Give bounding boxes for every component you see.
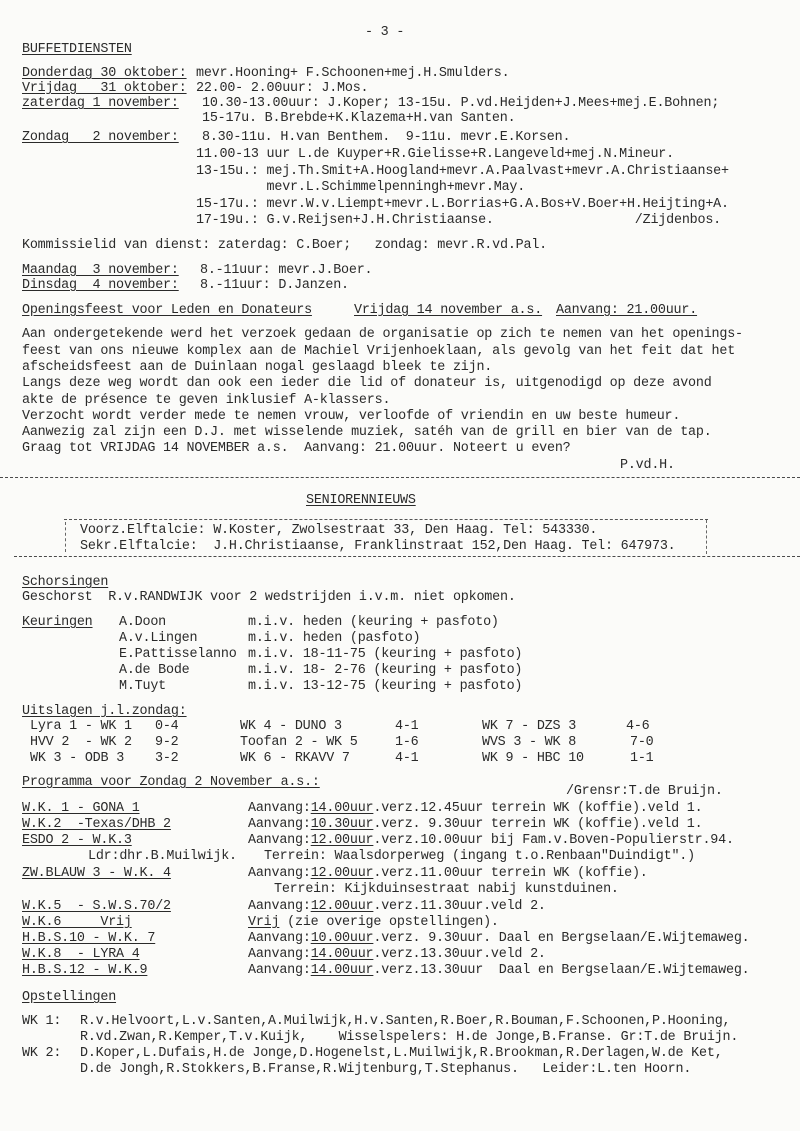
program-match: W.K. 1 - GONA 1 (22, 801, 140, 816)
result-match: WK 6 - RKAVV 7 (240, 751, 350, 766)
buffet-text: 11.00-13 uur L.de Kuyper+R.Gielisse+R.Langeveld+mej.N.Mineur. (196, 147, 674, 162)
buffet-text: 15-17u.: mevr.W.v.Liempt+mevr.L.Borrias+G.A.Bos+V.Boer+H.Heijting+A. (196, 197, 729, 212)
contact-box-top (64, 519, 708, 520)
openingsfeest-start: Aanvang: 21.00uur. (556, 303, 698, 318)
keuring-name: A.de Bode (119, 663, 190, 678)
program-detail (248, 947, 546, 962)
keuring-text: m.i.v. heden (keuring + pasfoto) (248, 615, 499, 630)
contact-box-right (706, 520, 707, 554)
result-score: 3-2 (155, 751, 179, 766)
program-pre: Aanvang: (248, 817, 311, 832)
program-extra: Terrein: Waalsdorperweg (ingang t.o.Renbaan"Duindigt".) (264, 849, 695, 864)
program-detail (248, 833, 734, 848)
section-divider (0, 477, 800, 478)
program-detail (248, 963, 750, 978)
uitslagen-title: Uitslagen j.l.zondag: (22, 704, 187, 719)
keuring-name: A.v.Lingen (119, 631, 198, 646)
keuring-name: M.Tuyt (119, 679, 167, 694)
program-pre: Aanvang: (248, 931, 311, 946)
program-leader: Ldr:dhr.B.Muilwijk. (88, 849, 237, 864)
program-detail (248, 899, 546, 914)
program-pre: Aanvang: (248, 899, 311, 914)
program-pre: Aanvang: (248, 963, 311, 978)
program-match: W.K.5 - S.W.S.70/2 (22, 899, 171, 914)
kommissielid-line: Kommissielid van dienst: zaterdag: C.Boer; zondag: mevr.R.vd.Pal. (22, 238, 547, 253)
buffet-text: mevr.Hooning+ F.Schoonen+mej.H.Smulders. (196, 66, 510, 81)
buffet-text: 15-17u. B.Brebde+K.Klazema+H.van Santen. (202, 111, 516, 126)
program-time: 10.00uur (310, 931, 374, 946)
program-extra: Terrein: Kijkduinsestraat nabij kunstduinen. (274, 882, 619, 897)
result-match: WVS 3 - WK 8 (482, 735, 577, 750)
program-post: .verz. 9.30uur. Daal en Bergselaan/E.Wijtemaweg. (373, 931, 750, 946)
result-match: WK 3 - ODB 3 (30, 751, 125, 766)
program-match: ZW.BLAUW 3 - W.K. 4 (22, 866, 171, 881)
program-time: 14.00uur (310, 801, 374, 816)
lineup-line: R.v.Helvoort,L.v.Santen,A.Muilwijk,H.v.Santen,R.Boer,R.Bouman,F.Schoonen,P.Hooning, (80, 1014, 731, 1029)
senioren-title: SENIORENNIEUWS (306, 493, 416, 508)
program-pre: Aanvang: (248, 866, 311, 881)
program-detail (248, 801, 702, 816)
program-match: H.B.S.10 - W.K. 7 (22, 931, 156, 946)
program-match: W.K.2 -Texas/DHB 2 (22, 817, 171, 832)
keuring-text: m.i.v. heden (pasfoto) (248, 631, 421, 646)
program-detail (248, 866, 648, 881)
contact-line: Voorz.Elftalcie: W.Koster, Zwolsestraat 33, Den Haag. Tel: 543330. (80, 523, 598, 538)
lineup-line: R.vd.Zwan,R.Kemper,T.v.Kuijk, Wisselspelers: H.de Jonge,B.Franse. Gr:T.de Bruijn. (80, 1030, 739, 1045)
contact-line: Sekr.Elftalcie: J.H.Christiaanse, Franklinstraat 152,Den Haag. Tel: 647973. (80, 539, 676, 554)
schorsingen-text: Geschorst R.v.RANDWIJK voor 2 wedstrijden i.v.m. niet opkomen. (22, 590, 516, 605)
keuring-text: m.i.v. 18- 2-76 (keuring + pasfoto) (248, 663, 523, 678)
program-match: ESDO 2 - W.K.3 (22, 833, 132, 848)
buffet-text: 10.30-13.00uur: J.Koper; 13-15u. P.vd.Heijden+J.Mees+mej.E.Bohnen; (202, 96, 720, 111)
buffet-text: 8.-11uur: D.Janzen. (200, 278, 349, 293)
program-pre: Aanvang: (248, 833, 311, 848)
result-score: 7-0 (630, 735, 654, 750)
buffet-day: zaterdag 1 november: (22, 96, 179, 111)
program-post: (zie overige opstellingen). (279, 915, 499, 930)
lineup-team: WK 2: (22, 1046, 62, 1061)
program-time: 12.00uur (310, 866, 374, 881)
programma-title: Programma voor Zondag 2 November a.s.: (22, 775, 320, 790)
buffet-text: mevr.L.Schimmelpenningh+mevr.May. (196, 180, 526, 195)
schorsingen-title: Schorsingen (22, 575, 109, 590)
result-match: HVV 2 - WK 2 (30, 735, 132, 750)
program-time: Vrij (248, 915, 280, 930)
keuring-text: m.i.v. 13-12-75 (keuring + pasfoto) (248, 679, 523, 694)
body-line: akte de présence te geven inklusief A-klassers. (22, 393, 391, 408)
buffet-text: 17-19u.: G.v.Reijsen+J.H.Christiaanse. /Zijdenbos. (196, 213, 721, 228)
keuringen-title: Keuringen (22, 615, 93, 630)
program-post: .verz.13.30uur.veld 2. (373, 947, 546, 962)
program-match: W.K.8 - LYRA 4 (22, 947, 140, 962)
program-time: 14.00uur (310, 963, 374, 978)
opstellingen-title: Opstellingen (22, 990, 117, 1005)
result-match: Toofan 2 - WK 5 (240, 735, 358, 750)
result-match: WK 7 - DZS 3 (482, 719, 577, 734)
program-post: .verz.12.45uur terrein WK (koffie).veld 1. (373, 801, 703, 816)
buffet-text: 13-15u.: mej.Th.Smit+A.Hoogland+mevr.A.Paalvast+mevr.A.Christiaanse+ (196, 164, 729, 179)
buffet-day: Vrijdag 31 oktober: (22, 81, 187, 96)
result-score: 4-1 (395, 751, 419, 766)
page-number: - 3 - (365, 25, 405, 40)
keuring-name: E.Pattisselanno (119, 647, 237, 662)
signature: P.vd.H. (620, 458, 675, 473)
body-line: feest van ons nieuwe komplex aan de Machiel Vrijenhoeklaan, als gevolg van het feit dat het (22, 344, 736, 359)
body-line: Verzocht wordt verder mede te nemen vrouw, verloofde of vriendin en uw beste humeur. (22, 409, 681, 424)
result-score: 1-1 (630, 751, 654, 766)
lineup-line: D.Koper,L.Dufais,H.de Jonge,D.Hogenelst,L.Muilwijk,R.Brookman,R.Derlagen,W.de Ket, (80, 1046, 723, 1061)
program-pre: Aanvang: (248, 801, 311, 816)
program-post: .verz. 9.30uur terrein WK (koffie).veld 1. (373, 817, 703, 832)
body-line: Aanwezig zal zijn een D.J. met wisselende muziek, satéh van de grill en bier van de tap. (22, 425, 712, 440)
program-time: 10.30uur (310, 817, 374, 832)
program-detail (248, 915, 499, 930)
result-score: 9-2 (155, 735, 179, 750)
program-post: .verz.11.30uur.veld 2. (373, 899, 546, 914)
result-score: 1-6 (395, 735, 419, 750)
result-match: Lyra 1 - WK 1 (30, 719, 132, 734)
buffet-day: Dinsdag 4 november: (22, 278, 179, 293)
program-match: W.K.6 Vrij (22, 915, 132, 930)
result-score: 4-6 (626, 719, 650, 734)
buffet-title: BUFFETDIENSTEN (22, 42, 132, 57)
program-detail (248, 817, 702, 832)
buffet-text: 8.-11uur: mevr.J.Boer. (200, 263, 373, 278)
body-line: Langs deze weg wordt dan ook een ieder die lid of donateur is, uitgenodigd op deze avond (22, 376, 712, 391)
result-score: 4-1 (395, 719, 419, 734)
keuring-text: m.i.v. 18-11-75 (keuring + pasfoto) (248, 647, 523, 662)
keuring-name: A.Doon (119, 615, 167, 630)
grensrechter: /Grensr:T.de Bruijn. (566, 784, 723, 799)
contact-box-left (65, 522, 66, 552)
lineup-line: D.de Jongh,R.Stokkers,B.Franse,R.Wijtenburg,T.Stephanus. Leider:L.ten Hoorn. (80, 1062, 692, 1077)
body-line: Aan ondergetekende werd het verzoek gedaan de organisatie op zich te nemen van het openings- (22, 327, 743, 342)
openingsfeest-title: Openingsfeest voor Leden en Donateurs (22, 303, 312, 318)
body-line: Graag tot VRIJDAG 14 NOVEMBER a.s. Aanvang: 21.00uur. Noteert u even? (22, 441, 571, 456)
program-post: .verz.10.00uur bij Fam.v.Boven-Populierstr.94. (373, 833, 734, 848)
body-line: afscheidsfeest aan de Duinlaan nogal geslaagd bleek te zijn. (22, 360, 493, 375)
result-score: 0-4 (155, 719, 179, 734)
openingsfeest-date: Vrijdag 14 november a.s. (354, 303, 543, 318)
buffet-day: Donderdag 30 oktober: (22, 66, 187, 81)
program-pre: Aanvang: (248, 947, 311, 962)
program-post: .verz.11.00uur terrein WK (koffie). (373, 866, 648, 881)
lineup-team: WK 1: (22, 1014, 62, 1029)
buffet-day: Zondag 2 november: (22, 130, 179, 145)
contact-box-bottom (14, 556, 800, 557)
result-match: WK 9 - HBC 10 (482, 751, 584, 766)
result-match: WK 4 - DUNO 3 (240, 719, 342, 734)
buffet-text: 8.30-11u. H.van Benthem. 9-11u. mevr.E.Korsen. (202, 130, 571, 145)
buffet-text: 22.00- 2.00uur: J.Mos. (196, 81, 369, 96)
program-time: 14.00uur (310, 947, 374, 962)
buffet-day: Maandag 3 november: (22, 263, 179, 278)
program-time: 12.00uur (310, 899, 374, 914)
program-time: 12.00uur (310, 833, 374, 848)
program-match: H.B.S.12 - W.K.9 (22, 963, 148, 978)
program-post: .verz.13.30uur Daal en Bergselaan/E.Wijtemaweg. (373, 963, 750, 978)
program-detail (248, 931, 750, 946)
